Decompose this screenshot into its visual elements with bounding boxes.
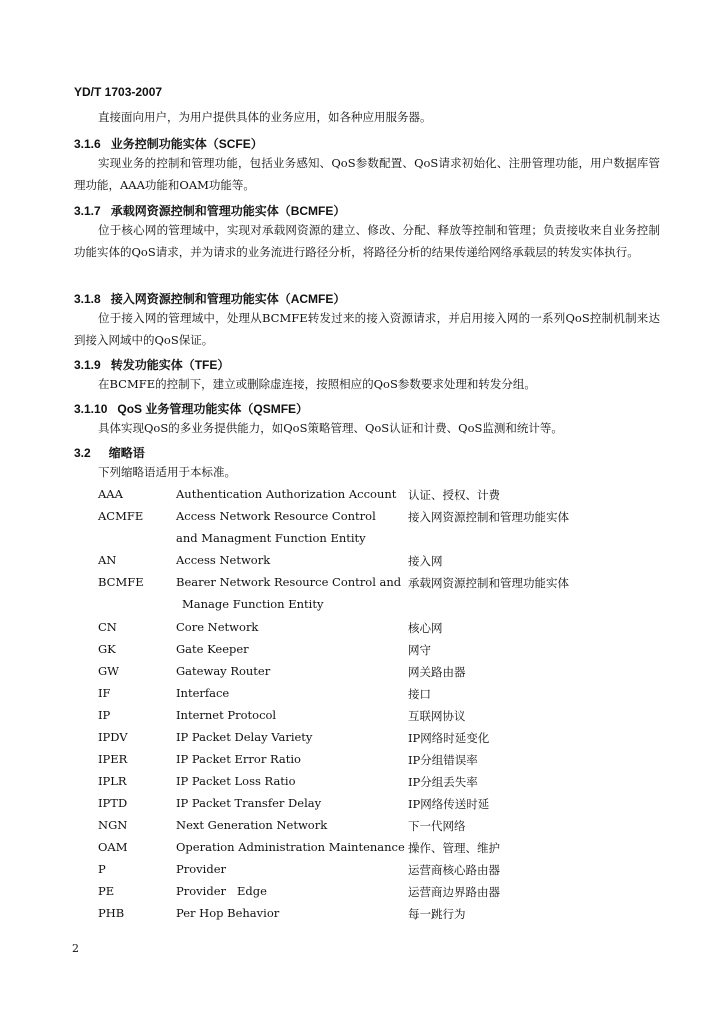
abbr-english: IP Packet Error Ratio (176, 752, 301, 766)
abbr-code: P (98, 862, 106, 876)
section-heading (74, 444, 145, 461)
abbr-code: IPER (98, 752, 128, 766)
section-body-text: 在BCMFE的控制下，建立或删除虚连接，按照相应的QoS参数要求处理和转发分组。 (98, 377, 536, 391)
abbr-english: Bearer Network Resource Control and (176, 575, 402, 589)
section-body-text: 位于接入网的管理域中，处理从BCMFE转发过来的接入资源请求，并启用接入网的一系列QoS控制机制来达到接入网域中的QoS保证。 (74, 311, 660, 347)
abbr-english: Gate Keeper (176, 642, 249, 656)
abbr-english-continued: and Managment Function Entity (176, 531, 366, 545)
abbr-chinese: 网守 (408, 643, 431, 657)
abbr-english: Provider Edge (176, 884, 267, 898)
section-title: 缩略语 (108, 446, 145, 460)
section-body (74, 152, 660, 196)
abbr-english-continued: Manage Function Entity (182, 597, 324, 611)
abbr-chinese: 接入网资源控制和管理功能实体 (408, 510, 569, 524)
section-heading (74, 400, 308, 417)
abbr-english: Interface (176, 686, 230, 700)
abbr-chinese: IP分组丢失率 (408, 775, 478, 789)
section-body (74, 307, 660, 351)
section-number: 3.1.9 (74, 358, 101, 372)
abbr-chinese: 互联网协议 (408, 709, 466, 723)
section-title: 转发功能实体（TFE） (110, 358, 230, 372)
section-body-text: 具体实现QoS的多业务提供能力，如QoS策略管理、QoS认证和计费、QoS监测和统计等。 (98, 421, 563, 435)
section-body (74, 219, 660, 263)
section-body (74, 373, 660, 395)
section-number: 3.1.6 (74, 137, 101, 151)
abbr-code: IP (98, 708, 111, 722)
abbr-english: Per Hop Behavior (176, 906, 280, 920)
abbr-chinese: IP网络时延变化 (408, 731, 490, 745)
abbr-english: Authentication Authorization Account (176, 487, 397, 501)
abbr-english: Gateway Router (176, 664, 271, 678)
abbr-chinese: 认证、授权、计费 (408, 488, 500, 502)
abbr-code: IPLR (98, 774, 127, 788)
abbr-code: GK (98, 642, 116, 656)
abbr-chinese: IP网络传送时延 (408, 797, 490, 811)
abbr-chinese: 操作、管理、维护 (408, 841, 500, 855)
abbr-chinese: 接口 (408, 687, 431, 701)
section-title: QoS 业务管理功能实体（QSMFE） (117, 402, 309, 416)
section-body (74, 461, 660, 483)
abbr-code: PE (98, 884, 115, 898)
section-number: 3.1.10 (74, 402, 108, 416)
abbr-english: IP Packet Delay Variety (176, 730, 313, 744)
page-number: 2 (72, 942, 79, 955)
document-header: YD/T 1703-2007 (74, 85, 163, 99)
abbr-english: Provider (176, 862, 226, 876)
abbr-chinese: IP分组错误率 (408, 753, 478, 767)
abbr-english: Internet Protocol (176, 708, 277, 722)
abbr-code: IPDV (98, 730, 128, 744)
abbr-chinese: 承载网资源控制和管理功能实体 (408, 576, 569, 590)
abbr-english: Operation Administration Maintenance (176, 840, 405, 854)
section-title: 承载网资源控制和管理功能实体（BCMFE） (110, 204, 346, 218)
section-number: 3.1.8 (74, 292, 101, 306)
abbr-code: IF (98, 686, 111, 700)
abbr-chinese: 运营商核心路由器 (408, 863, 500, 877)
abbr-code: OAM (98, 840, 128, 854)
abbr-code: CN (98, 620, 117, 634)
abbr-code: IPTD (98, 796, 128, 810)
abbr-chinese: 核心网 (408, 621, 443, 635)
abbr-english: Core Network (176, 620, 259, 634)
section-body-text: 实现业务的控制和管理功能，包括业务感知、QoS参数配置、QoS请求初始化、注册管理功能，用户数据库管理功能，AAA功能和OAM功能等。 (74, 156, 660, 192)
abbr-code: PHB (98, 906, 125, 920)
abbr-english: Access Network Resource Control (176, 509, 376, 523)
abbr-chinese: 网关路由器 (408, 665, 466, 679)
abbr-chinese: 每一跳行为 (408, 907, 466, 921)
abbr-english: IP Packet Loss Ratio (176, 774, 296, 788)
section-title: 业务控制功能实体（SCFE） (110, 137, 263, 151)
section-number: 3.2 (74, 446, 91, 460)
section-number: 3.1.7 (74, 204, 101, 218)
abbr-code: AAA (98, 487, 123, 501)
abbr-english: IP Packet Transfer Delay (176, 796, 322, 810)
section-heading (74, 202, 345, 219)
abbr-code: BCMFE (98, 575, 144, 589)
section-heading (74, 356, 229, 373)
abbr-english: Next Generation Network (176, 818, 328, 832)
abbr-code: AN (98, 553, 117, 567)
abbr-code: NGN (98, 818, 128, 832)
abbr-code: ACMFE (98, 509, 144, 523)
abbr-english: Access Network (176, 553, 271, 567)
section-body (74, 417, 660, 439)
section-body-text: 位于核心网的管理域中，实现对承载网资源的建立、修改、分配、释放等控制和管理；负责接收来自业务控制功能实体的QoS请求，并为请求的业务流进行路径分析，将路径分析的结果传递给网络承载层的转发实体执行。 (74, 223, 660, 259)
section-heading (74, 135, 263, 152)
section-title: 接入网资源控制和管理功能实体（ACMFE） (110, 292, 346, 306)
abbr-chinese: 下一代网络 (408, 819, 466, 833)
abbr-code: GW (98, 664, 120, 678)
abbr-chinese: 运营商边界路由器 (408, 885, 500, 899)
section-body-text: 下列缩略语适用于本标准。 (98, 465, 236, 479)
intro-line: 直接面向用户，为用户提供具体的业务应用，如各种应用服务器。 (98, 110, 432, 124)
section-heading (74, 290, 345, 307)
abbr-chinese: 接入网 (408, 554, 443, 568)
